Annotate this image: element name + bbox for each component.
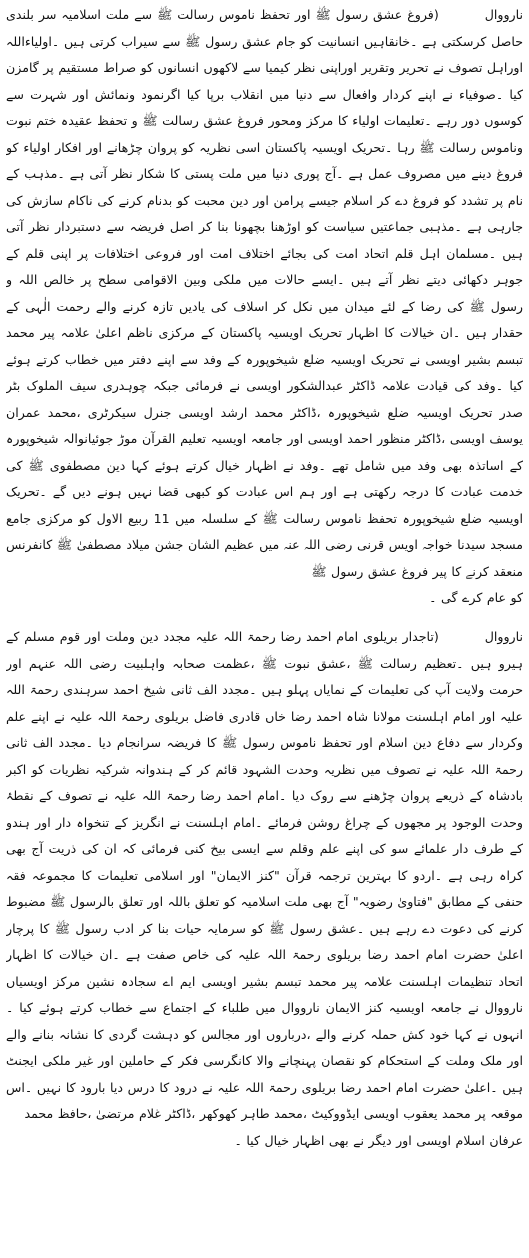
article-2-dateline: نارووال	[484, 629, 523, 644]
article-1-text: (فروغ عشق رسول ﷺ اور تحفظ ناموس رسالت ﷺ سے ملت اسلامیہ سر بلندی حاصل کرسکتی ہے ۔خانقاہیں انسانیت کو جام عشق رسول ﷺ سے سیراب کرتی ہیں ۔اولیاءاللہ اوراہل تصوف نے تحریر وتقریر اوراپنی نظر کیمیا سے لاکھوں انسانوں کو صراط مستقیم پر گامزن کیا ۔صوفیاء نے اپنے کردار وافعال سے دنیا میں انقلاب برپا کیا اگرنمود ونمائش اور شہرت سے کوسوں دور رہے ۔تعلیمات اولیاء کا مرکز ومحور فروغ عشق رسالت ﷺ و تحفظ عقیدہ ختم نبوت وناموس رسالت ﷺ رہا ۔تحریک اویسیہ پاکستان اسی نظریہ کو پروان چڑھانے اور افکار اولیاء کو فروغ دینے میں مصروف عمل ہے ۔آج پوری دنیا میں ملت پستی کا شکار نظر آتی ہے ۔مذہب کے نام پر تشدد کو فروغ دے کر اسلام جیسے پرامن اور دین محبت کو بدنام کرنے کی ناکام سازش کی جارہی ہے ۔مذہبی جماعتیں سیاست کو اوڑھنا بچھونا بنا کر اصل فریضہ سے دستبردار نظر آتی ہیں ۔مسلمان اہل قلم اتحاد امت کی بجائے اختلاف امت اور فروعی اختلافات پر اپنی قلم کے جوہر دکھائی دیتے نظر آتے ہیں ۔ایسے حالات میں ملکی وبین الاقوامی سطح پر خالص اللہ و رسول ﷺ کی رضا کے لئے میدان میں نکل کر اسلاف کی یادیں تازہ کرنے والے رحمت الٰہی کے حقدار ہیں ۔ان خیالات کا اظہار تحریک اویسیہ پاکستان کے مرکزی ناظم اعلیٰ علامہ پیر محمد تبسم بشیر اویسی نے تحریک اویسیہ ضلع شیخوپورہ کے وفد سے اپنے دفتر میں خطاب کرتے ہوئے کیا ۔وفد کی قیادت علامہ ڈاکٹر عبدالشکور اویسی نے فرمائی جبکہ چوہدری سیف الملوک بٹر صدر تحریک اویسیہ ضلع شیخوپورہ ،ڈاکٹر محمد ارشد اویسی جنرل سیکرٹری ،محمد عمران یوسف اویسی ،ڈاکٹر منظور احمد اویسی اور جامعہ اویسیہ تعلیم القرآن موڑ جوئیانوالہ شیخوپورہ کے اساتذہ بھی وفد میں شامل تھے ۔وفد نے اظہار خیال کرتے ہوئے کہا دین مصطفوی ﷺ کی خدمت عبادت کا درجہ رکھتی ہے اور ہم اس عبادت کو کبھی قضا نہیں ہونے دیں گے ۔تحریک اویسیہ ضلع شیخوپورہ تحفظ ناموس رسالت ﷺ کے سلسلہ میں 11 ربیع الاول کو مرکزی جامع مسجد سیدنا خواجہ اویس قرنی رضی اللہ عنہ میں عظیم الشان جشن میلاد مصطفیٰ ﷺ کانفرنس منعقد کرنے کا پیر فروغ عشق رسول ﷺ	[6, 7, 523, 579]
article-2-closing: عرفان اسلام اویسی اور دیگر نے بھی اظہار خیال کیا ۔	[234, 1132, 523, 1148]
article-2-text: (تاجدار بریلوی امام احمد رضا رحمۃ اللہ علیہ مجدد دین وملت اور قوم مسلم کے ہیرو ہیں ۔تعظیم رسالت ﷺ ،عشق نبوت ﷺ ،عظمت صحابہ واہلبیت رضی اللہ عنہم اور حرمت ولایت آپ کی تعلیمات کے نمایاں پہلو ہیں ۔مجدد الف ثانی شیخ احمد سرہندی رحمۃ اللہ علیہ اور امام اہلسنت مولانا شاہ احمد رضا خاں قادری فاضل بریلوی رحمۃ اللہ علیہ نے اپنے علم وکردار سے دفاع دین اسلام اور تحفظ ناموس رسول ﷺ کا فریضہ سرانجام دیا ۔مجدد الف ثانی رحمۃ اللہ علیہ نے تصوف میں نظریہ وحدت الشہود قائم کر کے ہندوانہ شرکیہ نظریات کو اکبر بادشاہ کے ذریعے پروان چڑھنے سے روک دیا ۔امام احمد رضا رحمۃ اللہ علیہ نے تصوف کے نقطۂ وحدت الوجود پر مجھوں کے چراغ روشن فرمائے ۔امام اہلسنت نے انگریز کے تنخواہ دار اور ہندو کے طرف دار علمائے سو کی اپنے علم وقلم سے ایسی بیخ کنی فرمائی کہ ان کی ذریت آج بھی کراہ رہی ہے ۔اردو کا بہترین ترجمہ قرآن "کنز الایمان" اور اسلامی تعلیمات کا مجموعہ فقہ حنفی کے مطابق "فتاویٰ رضویہ" آج بھی ملت اسلامیہ کو تعلق باللہ اور تعلق بالرسول ﷺ مضبوط کرنے کی دعوت دے رہے ہیں ۔عشق رسول ﷺ کو سرمایہ حیات بنا کر ادب رسول ﷺ کا پرچار اعلیٰ حضرت امام احمد رضا بریلوی رحمۃ اللہ علیہ کی خاص صفت ہے ۔ان خیالات کا اظہار اتحاد تنظیمات اہلسنت علامہ پیر محمد تبسم بشیر اویسی ایم اے سجادہ نشین مرکز اویسیاں نارووال نے جامعہ اویسیہ کنز الایمان نارووال میں طلباء کے اجتماع سے خطاب کرتے ہوئے کیا ۔انہوں نے کہا خود کش حملہ کرنے والے ،درباروں اور مجالس کو دہشت گردی کا نشانہ بنانے والے اور ملک وملت کے استحکام کو نقصان پہنچانے والا کانگرسی فکر کے حاملین اور غیر ملکی ایجنٹ ہیں ۔اعلیٰ حضرت امام احمد رضا بریلوی رحمۃ اللہ علیہ نے درود کا درس دیا بارود کا نہیں ۔اس موقعہ پر محمد یعقوب اویسی ایڈووکیٹ ،محمد طاہر کھوکھر ،ڈاکٹر غلام مرتضیٰ ،حافظ محمد	[6, 629, 523, 1121]
news-article-2	[6, 624, 523, 1254]
news-article-1	[6, 2, 523, 614]
article-1-closing: کو عام کرے گی ۔	[429, 590, 523, 605]
article-1-body	[6, 2, 523, 612]
article-2-body	[6, 624, 523, 1154]
article-1-dateline: نارووال	[484, 7, 523, 22]
